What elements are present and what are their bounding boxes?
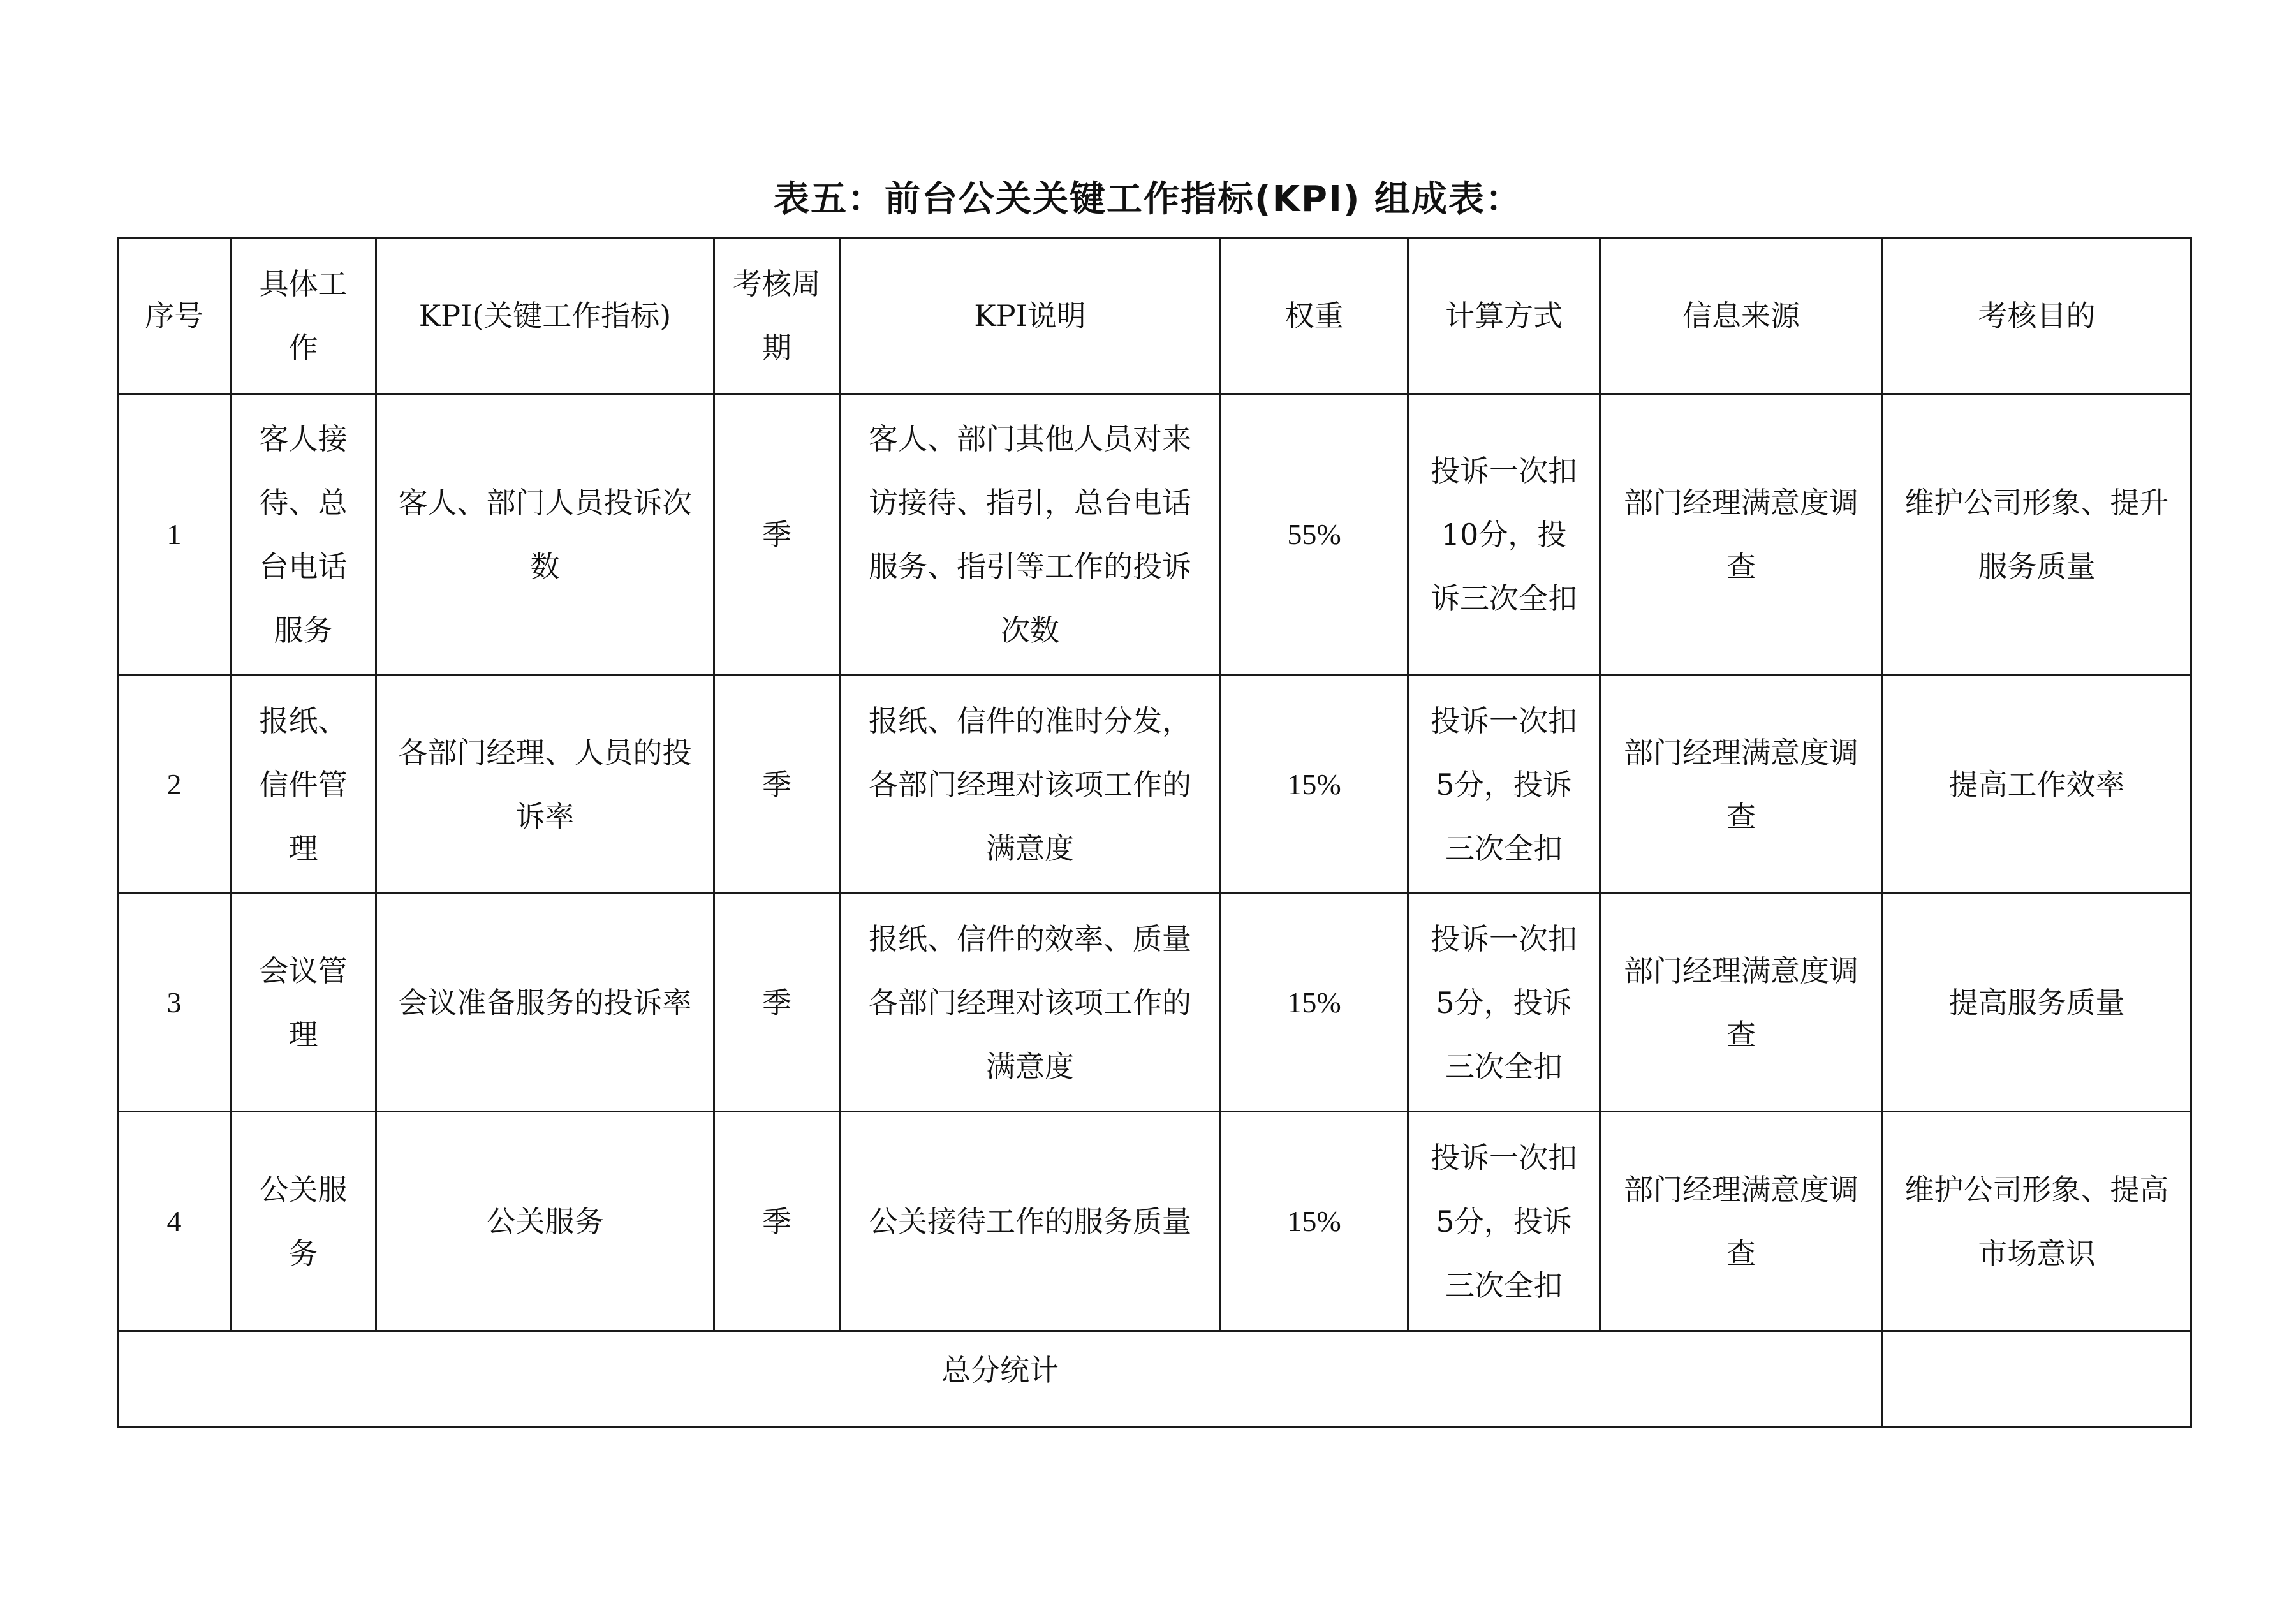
kpi-table bbox=[117, 237, 2192, 1428]
cell-kpi: 各部门经理、人员的投诉率 bbox=[376, 675, 714, 894]
cell-purpose: 提高工作效率 bbox=[1883, 675, 2191, 894]
cell-calculation: 投诉一次扣5分，投诉三次全扣 bbox=[1408, 894, 1600, 1112]
table-header-row bbox=[118, 238, 2191, 394]
cell-calculation: 投诉一次扣5分，投诉三次全扣 bbox=[1408, 675, 1600, 894]
header-cell-calculation: 计算方式 bbox=[1408, 238, 1600, 394]
cell-cycle: 季 bbox=[714, 894, 840, 1112]
cell-cycle: 季 bbox=[714, 675, 840, 894]
cell-description: 客人、部门其他人员对来访接待、指引，总台电话服务、指引等工作的投诉次数 bbox=[840, 394, 1221, 675]
header-cell-purpose: 考核目的 bbox=[1883, 238, 2191, 394]
cell-calculation: 投诉一次扣5分，投诉三次全扣 bbox=[1408, 1112, 1600, 1331]
cell-description: 公关接待工作的服务质量 bbox=[840, 1112, 1221, 1331]
cell-purpose: 提高服务质量 bbox=[1883, 894, 2191, 1112]
cell-weight: 15% bbox=[1221, 894, 1408, 1112]
header-cell-description: KPI说明 bbox=[840, 238, 1221, 394]
cell-description: 报纸、信件的准时分发，各部门经理对该项工作的满意度 bbox=[840, 675, 1221, 894]
header-cell-work: 具体工作 bbox=[231, 238, 376, 394]
cell-no: 1 bbox=[118, 394, 231, 675]
cell-source: 部门经理满意度调查 bbox=[1600, 394, 1883, 675]
cell-description: 报纸、信件的效率、质量各部门经理对该项工作的满意度 bbox=[840, 894, 1221, 1112]
header-cell-cycle: 考核周期 bbox=[714, 238, 840, 394]
header-cell-weight: 权重 bbox=[1221, 238, 1408, 394]
cell-weight: 55% bbox=[1221, 394, 1408, 675]
table-row bbox=[118, 1112, 2191, 1331]
header-cell-no: 序号 bbox=[118, 238, 231, 394]
page-title: 表五：前台公关关键工作指标(KPI) 组成表： bbox=[774, 179, 1522, 220]
cell-no: 3 bbox=[118, 894, 231, 1112]
cell-source: 部门经理满意度调查 bbox=[1600, 894, 1883, 1112]
cell-source: 部门经理满意度调查 bbox=[1600, 675, 1883, 894]
cell-purpose: 维护公司形象、提升服务质量 bbox=[1883, 394, 2191, 675]
cell-no: 4 bbox=[118, 1112, 231, 1331]
cell-kpi: 公关服务 bbox=[376, 1112, 714, 1331]
table-row bbox=[118, 394, 2191, 675]
table-row bbox=[118, 675, 2191, 894]
cell-no: 2 bbox=[118, 675, 231, 894]
table-row bbox=[118, 894, 2191, 1112]
cell-cycle: 季 bbox=[714, 394, 840, 675]
cell-work: 公关服务 bbox=[231, 1112, 376, 1331]
cell-kpi: 客人、部门人员投诉次数 bbox=[376, 394, 714, 675]
cell-cycle: 季 bbox=[714, 1112, 840, 1331]
cell-purpose: 维护公司形象、提高市场意识 bbox=[1883, 1112, 2191, 1331]
header-cell-source: 信息来源 bbox=[1600, 238, 1883, 394]
cell-weight: 15% bbox=[1221, 675, 1408, 894]
header-cell-kpi: KPI(关键工作指标) bbox=[376, 238, 714, 394]
total-value bbox=[1883, 1331, 2191, 1428]
cell-calculation: 投诉一次扣10分，投诉三次全扣 bbox=[1408, 394, 1600, 675]
cell-weight: 15% bbox=[1221, 1112, 1408, 1331]
cell-work: 客人接待、总台电话服务 bbox=[231, 394, 376, 675]
cell-work: 会议管理 bbox=[231, 894, 376, 1112]
total-label: 总分统计 bbox=[118, 1331, 1883, 1428]
cell-work: 报纸、信件管理 bbox=[231, 675, 376, 894]
cell-kpi: 会议准备服务的投诉率 bbox=[376, 894, 714, 1112]
cell-source: 部门经理满意度调查 bbox=[1600, 1112, 1883, 1331]
total-row bbox=[118, 1331, 2191, 1428]
